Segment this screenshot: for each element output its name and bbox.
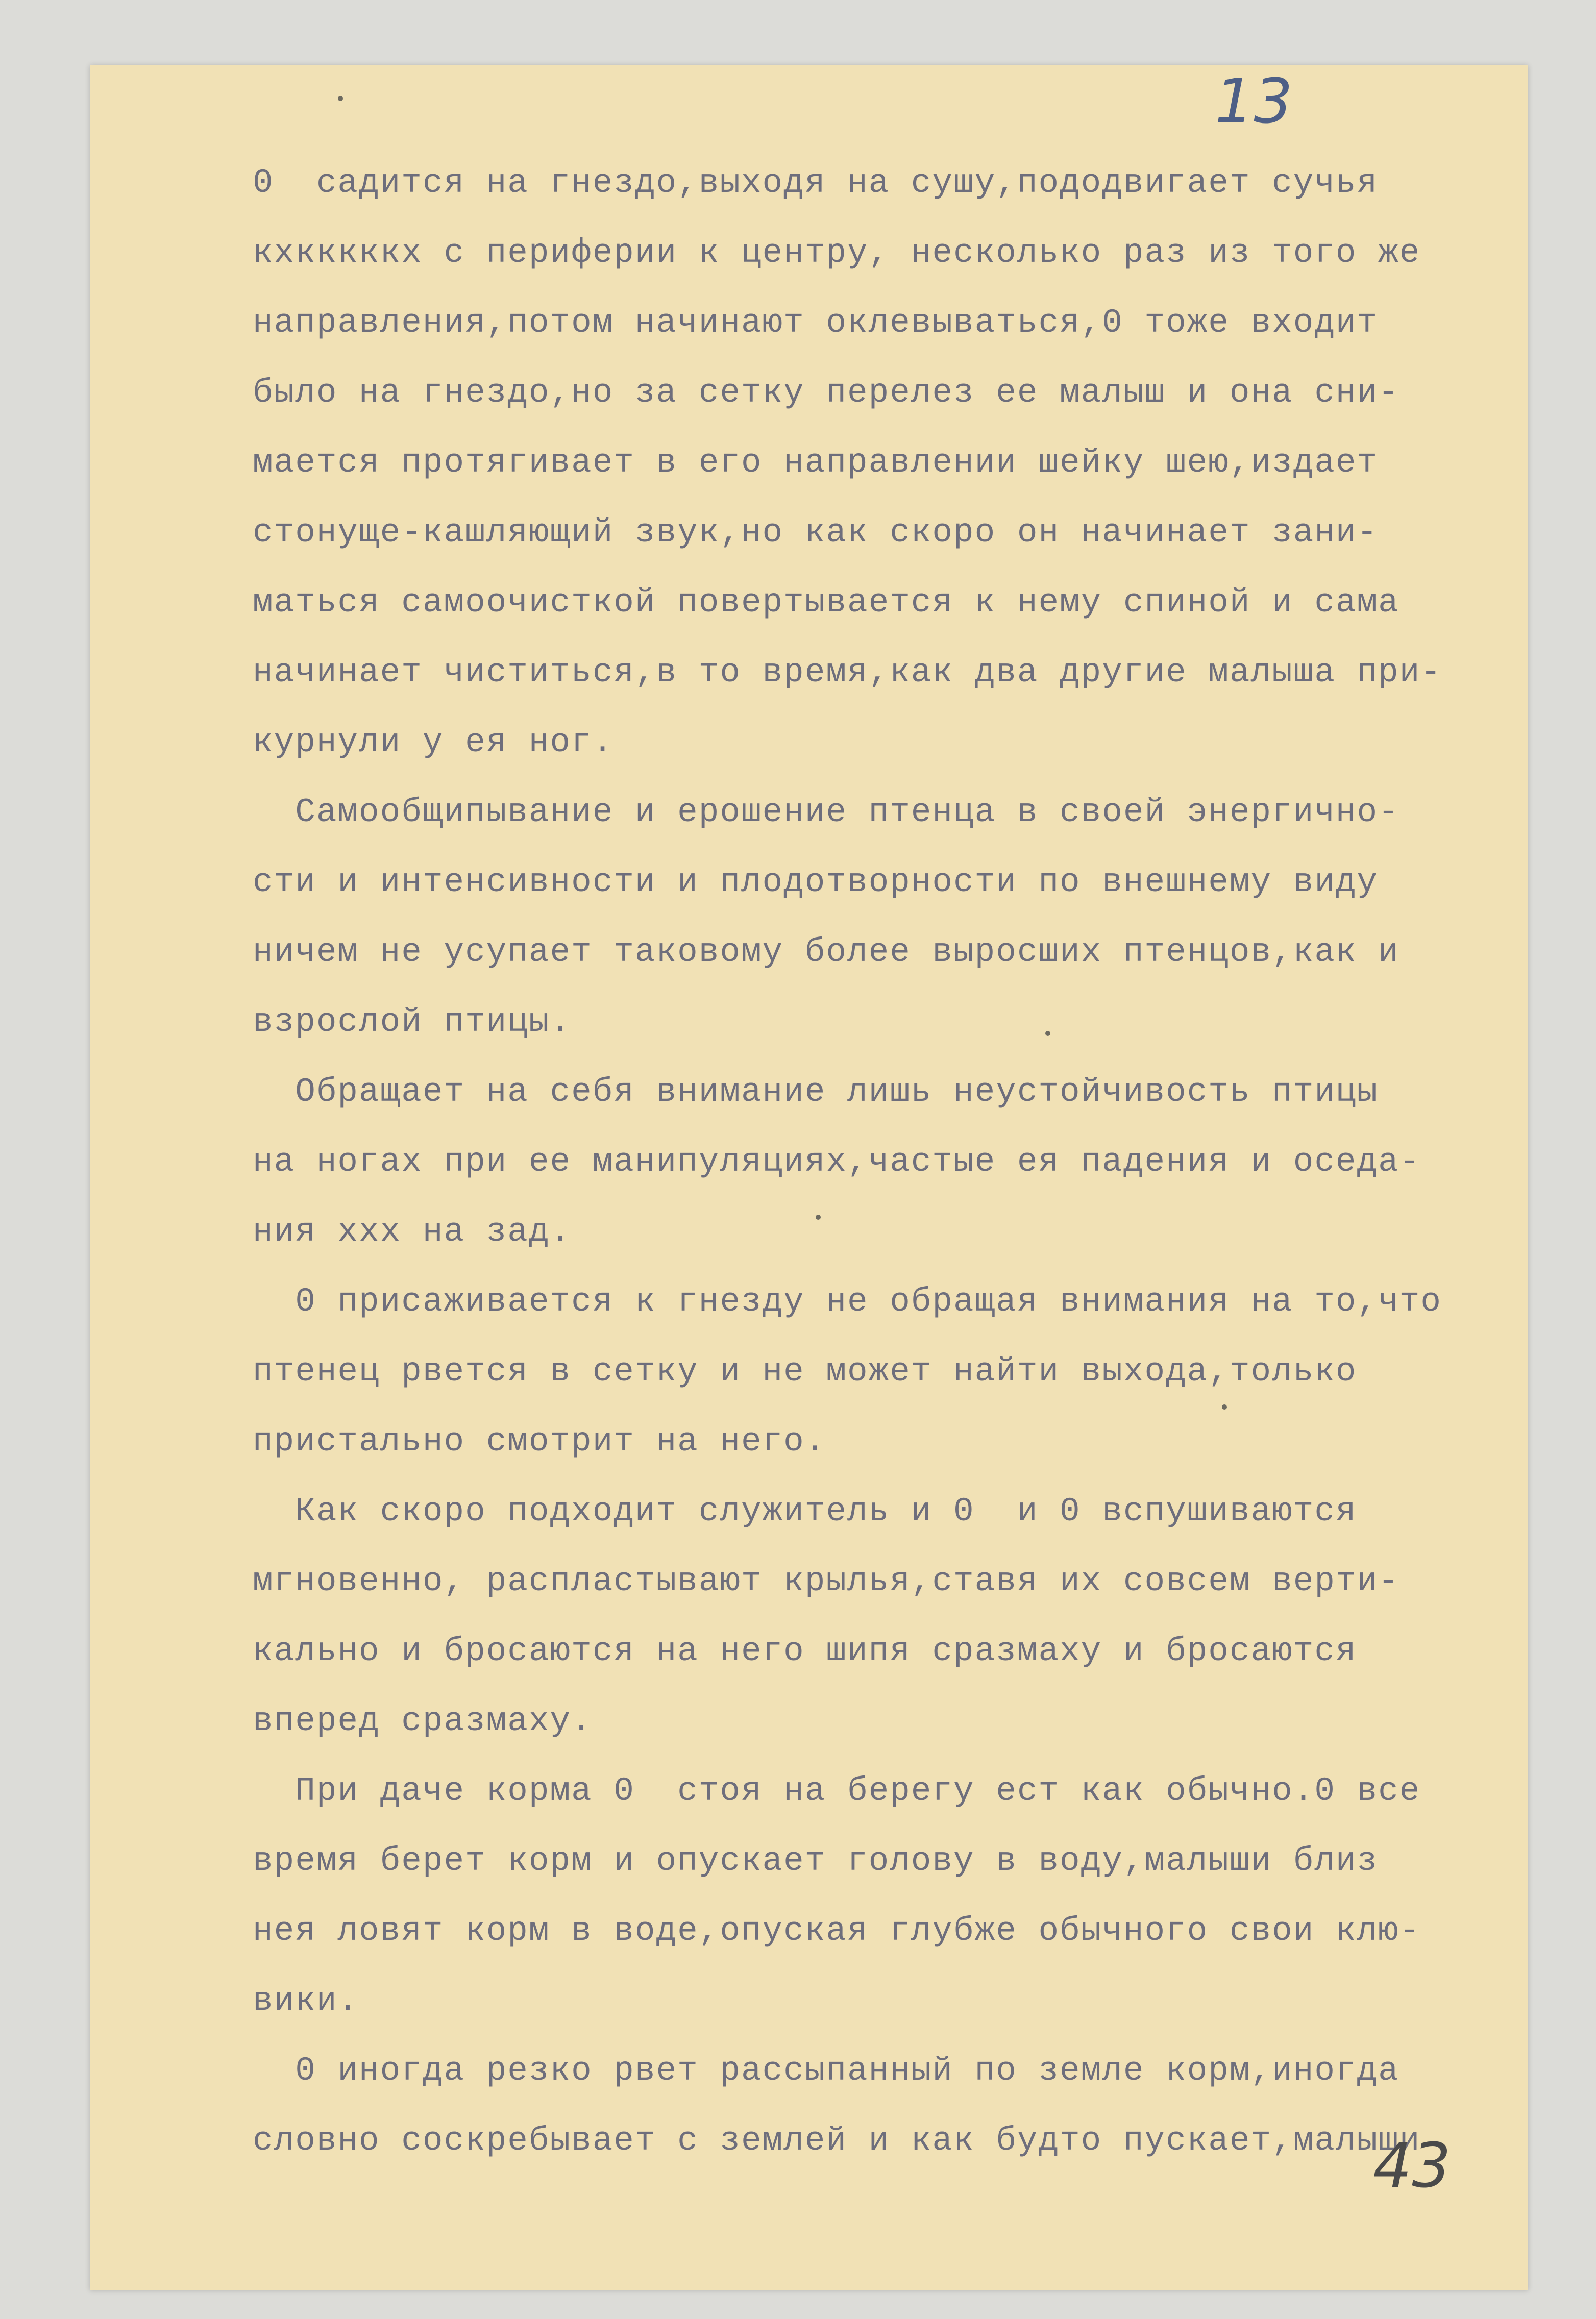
text-line: Как скоро подходит служитель и 0 и 0 вспушиваются — [253, 1492, 1357, 1531]
text-line: сти и интенсивности и плодотворности по внешнему виду — [253, 863, 1379, 901]
text-line: начинает чиститься,в то время,как два другие малыша при- — [253, 653, 1442, 692]
text-line: ничем не усупает таковому более выросших птенцов,как и — [253, 933, 1399, 971]
text-line: мается протягивает в его направлении шейку шею,издает — [253, 443, 1379, 482]
ink-speck — [338, 96, 343, 101]
text-line: Обращает на себя внимание лишь неустойчивость птицы — [253, 1073, 1379, 1111]
text-line: Самообщипывание и ерошение птенца в своей энергично- — [253, 793, 1399, 831]
text-line: При даче корма 0 стоя на берегу ест как обычно.0 все — [253, 1772, 1421, 1810]
text-line: ния ххх на зад. — [253, 1213, 572, 1251]
text-line: 0 иногда резко рвет рассыпанный по земле корм,иногда — [253, 2052, 1399, 2090]
ink-speck — [1045, 1031, 1050, 1036]
text-line: кхкккккх с периферии к центру, несколько раз из того же — [253, 234, 1421, 272]
text-line: на ногах при ее манипуляциях,частые ея падения и оседа- — [253, 1143, 1421, 1181]
typed-text-body — [253, 148, 1518, 2176]
text-line: вики. — [253, 1982, 359, 2020]
text-line: птенец рвется в сетку и не может найти выхода,только — [253, 1352, 1357, 1391]
text-line: курнули у ея ног. — [253, 723, 614, 761]
ink-speck — [816, 1215, 821, 1220]
text-line: пристально смотрит на него. — [253, 1422, 826, 1461]
text-line: было на гнездо,но за сетку перелез ее малыш и она сни- — [253, 374, 1399, 412]
text-line: мгновенно, распластывают крылья,ставя их совсем верти- — [253, 1562, 1399, 1600]
text-line: вперед сразмаху. — [253, 1702, 593, 1740]
page-number-bottom: 43 — [1373, 2131, 1451, 2202]
text-line: 0 присаживается к гнезду не обращая внимания на то,что — [253, 1282, 1442, 1321]
text-line: 0 садится на гнездо,выходя на сушу,пододвигает сучья — [253, 164, 1379, 202]
text-line: время берет корм и опускает голову в воду,малыши близ — [253, 1842, 1379, 1880]
text-line: нея ловят корм в воде,опуская глубже обычного свои клю- — [253, 1912, 1421, 1950]
text-line: маться самоочисткой повертывается к нему спиной и сама — [253, 583, 1399, 622]
text-line: словно соскребывает с землей и как будто пускает,малыши — [253, 2121, 1421, 2160]
ink-speck — [1222, 1404, 1227, 1410]
text-line: кально и бросаются на него шипя сразмаху и бросаются — [253, 1632, 1357, 1670]
text-line: взрослой птицы. — [253, 1003, 572, 1041]
text-line: направления,потом начинают оклевываться,0 тоже входит — [253, 304, 1379, 342]
text-line: стонуще-кашляющий звук,но как скоро он начинает зани- — [253, 513, 1379, 552]
page-number-top: 13 — [1215, 66, 1293, 137]
